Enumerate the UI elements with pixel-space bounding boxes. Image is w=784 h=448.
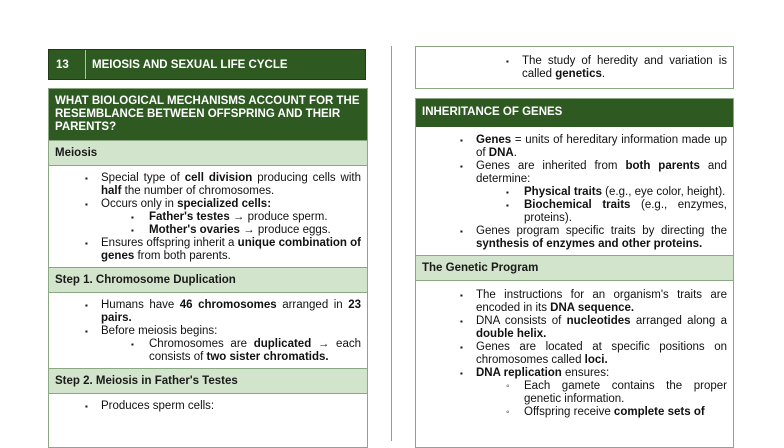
question-heading: WHAT BIOLOGICAL MECHANISMS ACCOUNT FOR THE RESEMBLANCE BETWEEN OFFSPRING AND THEIR PARENTS? <box>49 89 367 140</box>
list-item: ▪ Physical traits (e.g., eye color, height). <box>524 186 727 199</box>
list-item: ▪ The study of heredity and variation is called genetics. <box>522 55 727 81</box>
list-item: ▪ Father's testes → produce sperm. <box>149 211 361 224</box>
genetic-program-heading: The Genetic Program <box>416 255 733 281</box>
list-item: ▪ DNA replication ensures: ◦ Each gamete contains the proper genetic information. ◦ Offspring receive complete sets of <box>476 367 727 419</box>
list-item: ▪ Special type of cell division producing cells with half the number of chromosomes. <box>101 172 361 198</box>
list-item: ▪ Biochemical traits (e.g., enzymes, proteins). <box>524 199 727 225</box>
step1-section <box>49 293 367 368</box>
genetics-definition-box <box>415 46 734 89</box>
step2-heading: Step 2. Meiosis in Father's Testes <box>49 368 367 394</box>
step2-section <box>49 394 367 417</box>
inheritance-section <box>416 127 733 255</box>
question-box <box>48 88 368 448</box>
step1-heading: Step 1. Chromosome Duplication <box>49 267 367 293</box>
list-item: ▪ Genes program specific traits by directing the synthesis of enzymes and other proteins. <box>476 225 727 251</box>
list-item: ▪ Before meiosis begins: ▪ Chromosomes are duplicated → each consists of two sister chromatids. <box>101 325 361 364</box>
genetic-program-section <box>416 281 733 423</box>
list-item: ▪ Humans have 46 chromosomes arranged in 23 pairs. <box>101 299 361 325</box>
meiosis-heading: Meiosis <box>49 140 367 166</box>
list-item: ▪ Mother's ovaries → produce eggs. <box>149 224 361 237</box>
list-item: ▪ The instructions for an organism's traits are encoded in its DNA sequence. <box>476 289 727 315</box>
list-item: ▪ Occurs only in specialized cells: ▪ Father's testes → produce sperm. ▪ Mother's ovaries → produce eggs. <box>101 198 361 237</box>
list-item: ▪ Ensures offspring inherit a unique combination of genes from both parents. <box>101 237 361 263</box>
chapter-title: MEIOSIS AND SEXUAL LIFE CYCLE <box>92 58 288 71</box>
list-item: ▪ DNA consists of nucleotides arranged along a double helix. <box>476 315 727 341</box>
list-item: ▪ Genes are inherited from both parents and determine: ▪ Physical traits (e.g., eye color, height). ▪ Biochemical traits (e.g., enzymes, proteins). <box>476 160 727 225</box>
chapter-header <box>48 49 366 80</box>
inheritance-box <box>415 98 734 448</box>
inheritance-heading: INHERITANCE OF GENES <box>416 99 733 127</box>
column-divider <box>391 46 392 441</box>
chapter-number: 13 <box>49 50 86 79</box>
list-item: ◦ Each gamete contains the proper genetic information. <box>524 380 727 406</box>
list-item: ▪ Produces sperm cells: <box>101 400 361 413</box>
meiosis-section <box>49 166 367 267</box>
list-item: ▪ Genes are located at specific positions on chromosomes called loci. <box>476 341 727 367</box>
list-item: ▪ Chromosomes are duplicated → each consists of two sister chromatids. <box>149 338 361 364</box>
list-item: ▪ Genes = units of hereditary information made up of DNA. <box>476 134 727 160</box>
list-item: ◦ Offspring receive complete sets of <box>524 406 727 419</box>
